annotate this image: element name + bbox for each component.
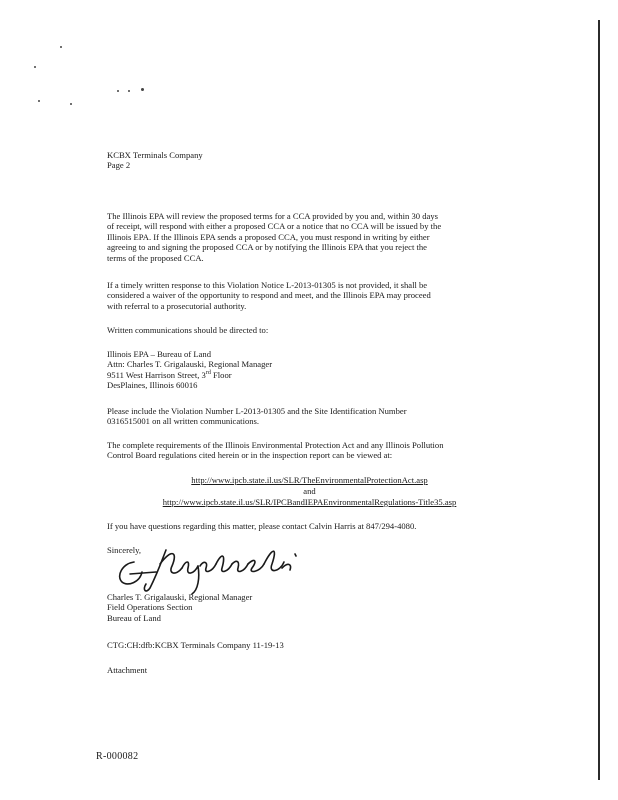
- letter-header: [107, 150, 512, 171]
- text-line: agreeing to and signing the proposed CCA or by notifying the Illinois EPA that you reject the: [107, 242, 427, 253]
- scan-speck: [128, 90, 130, 92]
- scan-speck: [60, 46, 62, 48]
- bates-number: R-000082: [96, 751, 139, 762]
- scan-speck: [117, 90, 119, 92]
- include-violation-paragraph: [107, 406, 512, 427]
- scan-page-edge: [598, 20, 600, 780]
- signer-bureau: Bureau of Land: [107, 612, 161, 623]
- address-line: 9511 West Harrison Street, 3rd Floor: [107, 369, 232, 380]
- reference-initials: CTG:CH:dfb:KCBX Terminals Company 11-19-13: [107, 640, 284, 650]
- link-conjunction: and: [303, 486, 316, 496]
- signature-block: [107, 592, 512, 623]
- waiver-paragraph: [107, 280, 512, 311]
- env-protection-act-link[interactable]: http://www.ipcb.state.il.us/SLR/TheEnvironmentalProtectionAct.asp: [191, 475, 428, 485]
- text-line: 0316515001 on all written communications.: [107, 416, 260, 427]
- address-line: Attn: Charles T. Grigalauski, Regional Manager: [107, 359, 273, 370]
- text-line: Illinois EPA. If the Illinois EPA sends a proposed CCA, you must respond in writing by either: [107, 231, 430, 242]
- text-line: If a timely written response to this Violation Notice L-2013-01305 is not provided, it shall be: [107, 280, 428, 290]
- text-line: considered a waiver of the opportunity to respond and meet, and the Illinois EPA may proceed: [107, 290, 431, 301]
- mailing-address: [107, 349, 512, 391]
- text-line: The complete requirements of the Illinois Environmental Protection Act and any Illinois Pollution: [107, 440, 444, 450]
- scan-speck: [70, 103, 72, 105]
- handwritten-signature: [112, 538, 322, 598]
- requirements-paragraph: [107, 440, 512, 461]
- signer-section: Field Operations Section: [107, 602, 193, 613]
- address-line: DesPlaines, Illinois 60016: [107, 380, 198, 391]
- attachment-note: Attachment: [107, 665, 148, 675]
- communications-intro: Written communications should be directed to:: [107, 325, 269, 335]
- text-line: Please include the Violation Number L-2013-01305 and the Site Identification Number: [107, 406, 407, 416]
- text-line: Control Board regulations cited herein or in the inspection report can be viewed at:: [107, 450, 393, 461]
- recipient-company: KCBX Terminals Company: [107, 150, 203, 160]
- ipcb-regulations-link[interactable]: http://www.ipcb.state.il.us/SLR/IPCBandIEPAEnvironmentalRegulations-Title35.asp: [162, 497, 457, 507]
- review-paragraph: [107, 211, 512, 263]
- signer-name-title: Charles T. Grigalauski, Regional Manager: [107, 592, 253, 602]
- scan-speck: [34, 66, 36, 68]
- closing: Sincerely,: [107, 545, 142, 555]
- text-line: of receipt, will respond with either a proposed CCA or a notice that no CCA will be issued by the: [107, 221, 442, 232]
- text-line: The Illinois EPA will review the proposed terms for a CCA provided by you and, within 30 days: [107, 211, 438, 221]
- text-line: with referral to a prosecutorial authority.: [107, 300, 247, 311]
- scan-speck: [141, 88, 144, 91]
- questions-contact: If you have questions regarding this matter, please contact Calvin Harris at 847/294-4080.: [107, 521, 417, 531]
- page-number: Page 2: [107, 160, 131, 171]
- scan-speck: [38, 100, 40, 102]
- address-line: Illinois EPA – Bureau of Land: [107, 349, 211, 359]
- text-line: terms of the proposed CCA.: [107, 252, 204, 263]
